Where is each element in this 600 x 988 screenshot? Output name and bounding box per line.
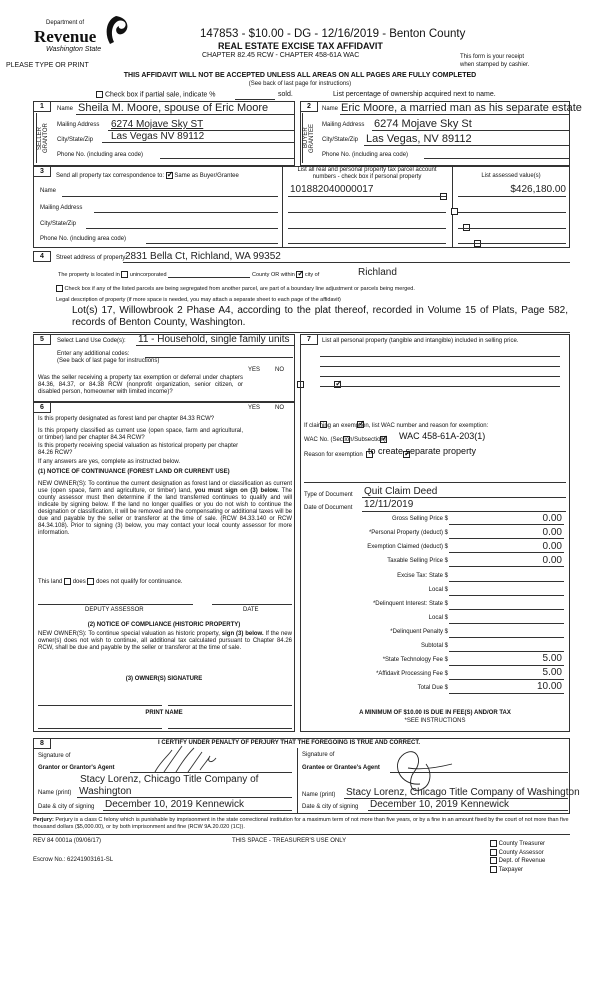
interest-state-field[interactable] <box>449 609 564 610</box>
amount-line <box>449 538 564 539</box>
section-6-number: 6 <box>33 402 51 413</box>
historic-question: Is this property receiving special valuation as historical property per chapter 84.26 RCW? <box>38 443 239 456</box>
unincorporated-checkbox[interactable] <box>121 271 128 278</box>
exemption-claim-label: If claiming an exemption, list WAC number and reason for exemption: <box>304 423 489 429</box>
grantee-date-line <box>368 810 568 811</box>
deputy-assessor-label: DEPUTY ASSESSOR <box>85 607 144 613</box>
perjury-notice: Perjury: Perjury is a class C felony which is punishable by imprisonment in the state correctional institution for a maximum term of not more than five years, or by a fine in an amount fixed by the court of not more than five thousand dollars ($5,000.00), or by both imprisonment and fine (RCW 9A.20.020 (1C)). <box>33 817 569 830</box>
subtotal-field[interactable] <box>449 651 564 652</box>
located-in-row: The property is located in unincorporated <box>58 271 167 278</box>
buyer-phone-field[interactable] <box>424 158 569 159</box>
seller-mailing-label: Mailing Address <box>57 122 100 128</box>
assessed-header: List assessed value(s) <box>481 173 541 179</box>
amount-label: *State Technology Fee $ <box>382 657 448 663</box>
doc-type-label: Type of Document <box>304 492 353 498</box>
additional-codes-label: Enter any additional codes: <box>57 351 130 357</box>
grantor-date-field[interactable]: December 10, 2019 Kennewick <box>105 799 244 810</box>
buyer-mailing-line <box>372 130 569 131</box>
seller-phone-label: Phone No. (including area code) <box>57 152 144 158</box>
amount-label: Subtotal $ <box>420 643 448 649</box>
buyer-mailing-field[interactable]: 6274 Mojave Sky St <box>374 118 472 130</box>
amount-label: Total Due $ <box>417 685 448 691</box>
print-name-label: PRINT NAME <box>145 710 183 716</box>
owner-signature-field-1[interactable] <box>38 705 162 706</box>
form-revision: REV 84 0001a (09/06/17) <box>33 838 102 844</box>
amount-line <box>449 679 564 680</box>
s3-city-field[interactable] <box>86 228 278 229</box>
s6-yes-header: YES <box>248 405 261 411</box>
grantor-agent-label: Grantor or Grantor's Agent <box>38 765 115 771</box>
reason-label: Reason for exemption <box>304 452 363 458</box>
s3-mailing-label: Mailing Address <box>40 205 83 211</box>
copy-county-assessor[interactable]: County Assessor <box>490 849 545 858</box>
buyer-side-label: BUYER GRANTEE <box>302 113 316 163</box>
s5-see-back: (See back of last page for instructions) <box>57 358 160 364</box>
amount-line <box>449 693 564 694</box>
grantee-sig-label: Signature of <box>302 752 335 758</box>
print-name-field-1[interactable] <box>38 728 162 729</box>
treasurer-space: THIS SPACE - TREASURER'S USE ONLY <box>232 838 347 844</box>
copy-county-treasurer[interactable]: County Treasurer <box>490 840 545 849</box>
total-due-field[interactable]: 10.00 <box>536 681 562 692</box>
personal-property-line-1[interactable] <box>320 356 560 357</box>
assessed-value-1[interactable]: $426,180.00 <box>510 184 566 195</box>
parcel-line-1 <box>288 196 446 197</box>
divider <box>282 166 283 248</box>
owner-signature-field-2[interactable] <box>168 705 292 706</box>
parcel-number-1[interactable]: 101882040000017 <box>290 184 374 195</box>
amount-label: Local $ <box>428 615 448 621</box>
amount-label: *Affidavit Processing Fee $ <box>376 671 448 677</box>
buyer-mailing-label: Mailing Address <box>322 122 365 128</box>
parcel-number-2[interactable] <box>288 212 446 213</box>
buyer-city-line <box>364 145 569 146</box>
amount-line <box>449 665 564 666</box>
logo-line1: Department of <box>46 20 85 26</box>
copy-distribution <box>490 840 545 874</box>
s5-yes-header: YES <box>248 367 261 373</box>
deputy-assessor-field[interactable] <box>38 604 193 605</box>
section-5-number: 5 <box>33 334 51 345</box>
assessed-line-1 <box>458 196 566 197</box>
buyer-name-field[interactable]: Eric Moore, a married man as his separate estate <box>341 102 582 114</box>
taxable-selling-price[interactable]: 0.00 <box>542 555 562 566</box>
excise-state-field[interactable] <box>449 581 564 582</box>
warning-banner: THIS AFFIDAVIT WILL NOT BE ACCEPTED UNLESS ALL AREAS ON ALL PAGES ARE FULLY COMPLETED <box>123 72 477 79</box>
partial-sale-row: Check box if partial sale, indicate % <box>96 91 215 98</box>
grantor-date-label: Date & city of signing <box>38 804 95 810</box>
notice-compliance-text: NEW OWNER(S): To continue special valuation as historic property, sign (3) below. If the new owner(s) does not wish to continue, all additional tax calculated pursuant to Chapter 84.26 RCW, shall be due and payable by the seller or transferor at the time of sale. <box>38 631 292 651</box>
receipt-note-2: when stamped by cashier. <box>460 62 530 68</box>
see-back-note: (See back of last page for instructions) <box>248 81 352 87</box>
section-4-number: 4 <box>33 251 51 262</box>
assessed-value-2[interactable] <box>458 212 566 213</box>
s5-no-header: NO <box>275 367 284 373</box>
grantor-name-label: Name (print) <box>38 790 72 796</box>
county-field[interactable] <box>168 277 250 278</box>
reason-field[interactable]: to create separate property <box>368 446 477 456</box>
amount-label: Local $ <box>428 587 448 593</box>
grantee-date-field[interactable]: December 10, 2019 Kennewick <box>370 799 509 810</box>
logo-line3: Washington State <box>46 46 102 53</box>
dor-swirl-logo-icon <box>102 14 132 48</box>
partial-sale-checkbox[interactable] <box>96 91 103 98</box>
penalty-field[interactable] <box>449 637 564 638</box>
notice-compliance-title: (2) NOTICE OF COMPLIANCE (HISTORIC PROPERTY) <box>87 622 241 628</box>
seller-city-field[interactable]: Las Vegas NV 89112 <box>111 131 205 142</box>
seller-mailing-field[interactable]: 6274 Mojave Sky ST <box>111 119 204 130</box>
personal-property-line-2[interactable] <box>320 366 560 367</box>
doc-date-label: Date of Document <box>304 505 353 511</box>
buyer-name-label: Name <box>322 106 339 112</box>
legal-desc-label: Legal description of property (if more space is needed, you may attach a separate sheet to each page of the affidavit) <box>56 297 341 303</box>
tech-fee-field[interactable]: 5.00 <box>542 653 562 664</box>
logo-line2: Revenue <box>34 27 97 46</box>
current-use-question: Is this property classified as current use (open space, farm and agricultural, or timber) land per chapter 84.34 RCW? <box>38 428 243 441</box>
grantee-name-field[interactable]: Stacy Lorenz, Chicago Title Company of Washington <box>346 787 580 798</box>
grantee-agent-label: Grantee or Grantee's Agent <box>302 765 380 771</box>
seller-name-label: Name <box>57 106 74 112</box>
seller-city-line <box>102 142 294 143</box>
s3-phone-label: Phone No. (including area code) <box>40 236 127 242</box>
wac-label: WAC No. (Section/Subsection) <box>304 437 386 443</box>
segregated-row: Check box if any of the listed parcels are being segregated from another parcel, are part of a boundary line adjustment or parcels being merged. <box>56 285 415 292</box>
amount-label: *Delinquent Penalty $ <box>390 629 448 635</box>
doc-type-line <box>362 497 566 498</box>
amount-label: Excise Tax: State $ <box>397 573 448 579</box>
recording-stamp: 147853 - $10.00 - DG - 12/16/2019 - Benton County <box>200 28 466 40</box>
if-yes-note: If any answers are yes, complete as instructed below. <box>38 459 181 465</box>
s3-name-label: Name <box>40 188 57 194</box>
street-line <box>123 262 570 263</box>
amount-label: *Personal Property (deduct) $ <box>368 530 448 536</box>
section-4-bottom <box>33 332 570 333</box>
amount-label: Gross Selling Price $ <box>391 516 448 522</box>
qualifies-checkbox[interactable] <box>64 578 71 585</box>
owner-signature-title: (3) OWNER(S) SIGNATURE <box>125 676 203 682</box>
city-field[interactable]: Richland <box>358 267 397 278</box>
please-type-note: PLEASE TYPE OR PRINT <box>6 62 89 69</box>
amount-label: Exemption Claimed (deduct) $ <box>367 544 448 550</box>
segregated-checkbox[interactable] <box>56 285 63 292</box>
grantor-sig-label: Signature of <box>38 753 71 759</box>
section-8-number: 8 <box>33 738 51 749</box>
s3-name-field[interactable] <box>62 196 278 197</box>
seller-name-field[interactable]: Sheila M. Moore, spouse of Eric Moore <box>78 102 269 114</box>
buyer-phone-label: Phone No. (including area code) <box>322 152 409 158</box>
grantor-name-line2[interactable]: Washington <box>79 786 132 797</box>
seller-side-label: SELLER GRANTOR <box>36 113 50 163</box>
section-7-number: 7 <box>300 334 318 345</box>
doc-date-field[interactable]: 12/11/2019 <box>364 499 414 510</box>
receipt-note-1: This form is your receipt <box>460 54 525 60</box>
copy-taxpayer[interactable]: Taxpayer <box>490 866 545 875</box>
grantor-date-line <box>103 810 292 811</box>
street-address-label: Street address of property: <box>56 255 128 261</box>
parcel-number-4[interactable] <box>288 243 446 244</box>
ownership-note: List percentage of ownership acquired next to name. <box>333 91 496 98</box>
parcel-number-3[interactable] <box>288 228 446 229</box>
dor-logo <box>30 14 140 62</box>
grantee-name-label: Name (print) <box>302 792 336 798</box>
s6-no-header: NO <box>275 405 284 411</box>
s3-mailing-field[interactable] <box>94 212 278 213</box>
amount-label: Taxable Selling Price $ <box>387 558 448 564</box>
buyer-name-line <box>340 114 569 115</box>
seller-city-label: City/State/Zip <box>57 137 94 143</box>
seller-phone-field[interactable] <box>160 158 294 159</box>
street-address-field[interactable]: 2831 Bella Ct, Richland, WA 99352 <box>125 251 281 262</box>
buyer-city-label: City/State/Zip <box>322 137 359 143</box>
seller-name-line <box>76 114 294 115</box>
copy-dept-revenue[interactable]: Dept. of Revenue <box>490 857 545 866</box>
parcel-header: List all real and personal property tax parcel account numbers - check box if personal property <box>297 167 437 180</box>
personal-property-line-3[interactable] <box>320 376 560 377</box>
land-use-field[interactable]: 11 - Household, single family units <box>138 334 290 345</box>
s3-phone-field[interactable] <box>146 243 278 244</box>
minimum-due-note: A MINIMUM OF $10.00 IS DUE IN FEE(S) AND/OR TAX <box>359 710 511 716</box>
personal-property-deduct[interactable]: 0.00 <box>542 527 562 538</box>
city-row: County OR within ✓ city of <box>252 271 319 278</box>
amount-label: *Delinquent Interest: State $ <box>372 601 448 607</box>
within-city-checkbox[interactable] <box>296 271 303 278</box>
divider <box>297 748 298 814</box>
section-3-number: 3 <box>33 166 51 177</box>
exemption-question: Was the seller receiving a property tax exemption or deferral under chapters 84.36, 84.37, or 84.38 RCW (nonprofit organization, senior citizen, or disabled person, homeowner with limited income)? <box>38 375 243 395</box>
notice-continuance-title: (1) NOTICE OF CONTINUANCE (FOREST LAND OR CURRENT USE) <box>38 469 230 475</box>
same-as-buyer-checkbox[interactable] <box>166 172 173 179</box>
amount-line <box>449 524 564 525</box>
certify-statement: I CERTIFY UNDER PENALTY OF PERJURY THAT THE FOREGOING IS TRUE AND CORRECT. <box>158 740 421 746</box>
processing-fee-field[interactable]: 5.00 <box>542 667 562 678</box>
assessed-value-4[interactable] <box>458 243 566 244</box>
forest-question: Is this property designated as forest land per chapter 84.33 RCW? <box>38 416 215 422</box>
exemption-divider <box>304 482 566 483</box>
wac-field[interactable]: WAC 458-61A-203(1) <box>399 431 486 441</box>
assessor-date-label: DATE <box>243 607 259 613</box>
grantee-date-label: Date & city of signing <box>302 804 359 810</box>
amount-line <box>449 566 564 567</box>
interest-local-field[interactable] <box>449 623 564 624</box>
form-chapter: CHAPTER 82.45 RCW - CHAPTER 458-61A WAC <box>202 52 360 59</box>
not-qualifies-checkbox[interactable] <box>87 578 94 585</box>
assessor-date-field[interactable] <box>212 604 292 605</box>
amount-line <box>449 552 564 553</box>
grantor-name-line <box>77 797 292 798</box>
buyer-city-field[interactable]: Las Vegas, NV 89112 <box>366 133 472 145</box>
gross-selling-price[interactable]: 0.00 <box>542 513 562 524</box>
footer-divider <box>33 834 570 835</box>
land-use-line <box>136 345 294 346</box>
personal-property-line-4[interactable] <box>320 386 560 387</box>
grantor-name-line1[interactable]: Stacy Lorenz, Chicago Title Company of <box>80 774 259 785</box>
continuance-row: This land does does not qualify for continuance. <box>38 579 183 586</box>
exemption-claimed[interactable]: 0.00 <box>542 541 562 552</box>
checkbox[interactable] <box>490 866 497 873</box>
s3-city-label: City/State/Zip <box>40 221 77 227</box>
send-correspondence-row: Send all property tax correspondence to: ✓ Same as Buyer/Grantee <box>56 172 239 179</box>
partial-pct-field[interactable] <box>235 99 275 100</box>
checkbox[interactable] <box>490 849 497 856</box>
checkbox[interactable] <box>490 857 497 864</box>
section-1-number: 1 <box>33 101 51 112</box>
checkbox[interactable] <box>490 840 497 847</box>
assessed-value-3[interactable] <box>458 228 566 229</box>
sold-label: sold. <box>278 91 293 98</box>
excise-local-field[interactable] <box>449 595 564 596</box>
divider <box>452 166 453 248</box>
doc-date-line <box>362 511 566 512</box>
section-2-number: 2 <box>300 101 318 112</box>
additional-codes-field[interactable] <box>145 357 293 358</box>
land-use-label: Select Land Use Code(s): <box>57 338 126 344</box>
see-instructions-note: *SEE INSTRUCTIONS <box>404 718 466 724</box>
form-title: REAL ESTATE EXCISE TAX AFFIDAVIT <box>218 41 383 51</box>
notice-continuance-text: NEW OWNER(S): To continue the current designation as forest land or classification as current use (open space, farm and agriculture, or timber) land, you must sign on (3) below. The county assessor must then determine if the land transferred continues to qualify and will indicate by signing below. If the land no longer qualifies or you do not wish to continue the designation or classification, it will be removed and the compensating or additional taxes will be due and payable by the seller or transferor at the time of sale. (RCW 84.33.140 or RCW 84.34.108). Prior to signing (3) below, you may contact your local county assessor for more information. <box>38 481 293 536</box>
escrow-number: Escrow No.: 62241903161-SL <box>33 857 114 863</box>
legal-description-field[interactable]: Lot(s) 17, Willowbrook 2 Phase A4, according to the plat thereof, recorded in Volume 15 of Plats, Page 582, records of Benton County, Washington. <box>72 305 568 328</box>
personal-property-label: List all personal property (tangible and intangible) included in selling price. <box>322 338 519 344</box>
grantor-signature-scribble <box>150 742 220 776</box>
doc-type-field[interactable]: Quit Claim Deed <box>364 486 438 497</box>
print-name-field-2[interactable] <box>168 728 292 729</box>
